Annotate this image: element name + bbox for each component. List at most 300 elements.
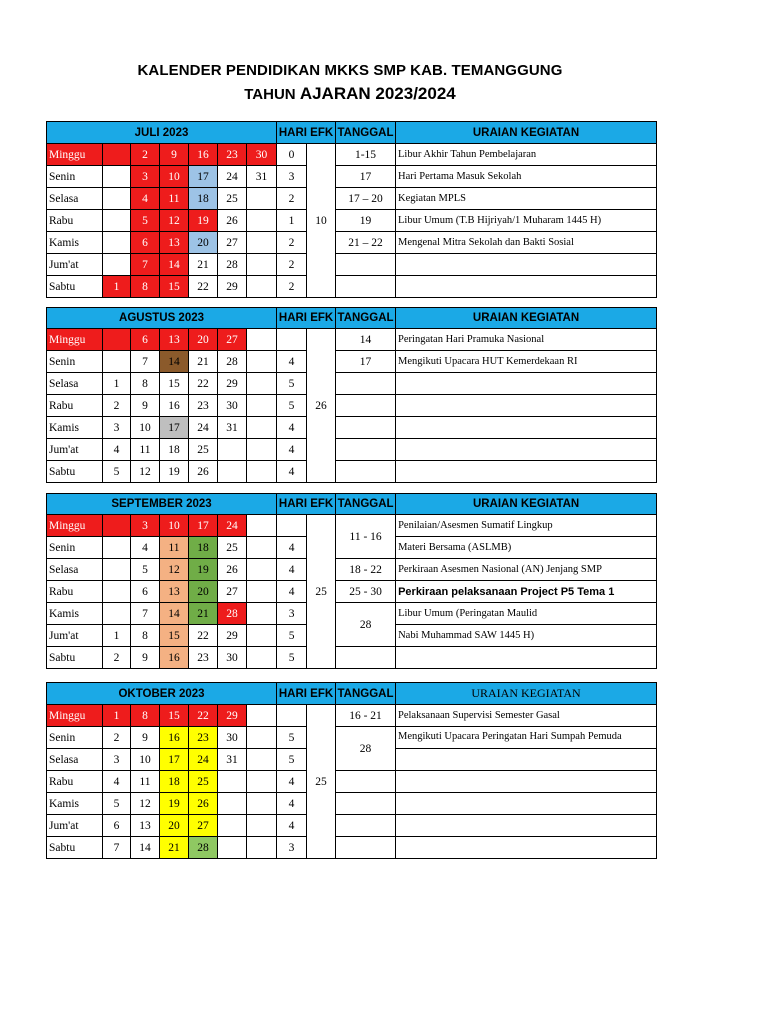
date-cell: 2 [103,647,131,669]
date-cell: 14 [160,603,189,625]
tanggal-cell: 11 - 16 [336,515,396,559]
date-cell: 7 [103,837,131,859]
date-cell: 22 [189,276,218,298]
date-cell: 14 [160,351,189,373]
date-cell: 20 [189,329,218,351]
day-label: Sabtu [47,837,103,859]
date-cell: 21 [189,603,218,625]
uraian-cell: Mengikuti Upacara Peringatan Hari Sumpah Pemuda [396,727,657,749]
day-label: Senin [47,351,103,373]
date-cell [218,793,247,815]
date-cell: 27 [189,815,218,837]
date-cell: 29 [218,276,247,298]
tanggal-cell: 17 [336,351,396,373]
uraian-header: URAIAN KEGIATAN [396,122,657,144]
tanggal-header: TANGGAL [336,683,396,705]
day-label: Kamis [47,603,103,625]
date-cell: 25 [189,439,218,461]
date-cell: 20 [160,815,189,837]
date-cell: 8 [131,276,160,298]
date-cell: 12 [160,559,189,581]
date-cell: 11 [160,188,189,210]
date-cell: 23 [218,144,247,166]
day-label: Senin [47,537,103,559]
date-cell: 20 [189,581,218,603]
date-cell: 10 [160,166,189,188]
uraian-header: URAIAN KEGIATAN [396,494,657,515]
date-cell: 4 [131,537,160,559]
efk-cell: 2 [277,254,307,276]
date-cell [247,581,277,603]
day-label: Rabu [47,581,103,603]
day-label: Minggu [47,515,103,537]
date-cell: 5 [103,461,131,483]
date-cell: 7 [131,254,160,276]
tanggal-cell [336,276,396,298]
date-cell: 21 [189,254,218,276]
date-cell [247,461,277,483]
date-cell: 10 [131,749,160,771]
efk-cell: 4 [277,351,307,373]
date-cell [247,254,277,276]
date-cell: 3 [103,749,131,771]
tanggal-cell [336,373,396,395]
uraian-header: URAIAN KEGIATAN [396,308,657,329]
uraian-cell [396,417,657,439]
date-cell: 4 [103,439,131,461]
date-cell: 6 [131,232,160,254]
date-cell [247,727,277,749]
date-cell: 29 [218,705,247,727]
day-label: Senin [47,166,103,188]
day-label: Jum'at [47,439,103,461]
efk-cell: 4 [277,793,307,815]
date-cell: 11 [160,537,189,559]
calendar-table-juli [46,121,657,298]
document-subtitle [0,84,700,104]
date-cell [247,815,277,837]
date-cell: 7 [131,351,160,373]
date-cell [103,603,131,625]
date-cell: 19 [189,210,218,232]
calendar-table-agustus [46,307,657,483]
date-cell: 31 [218,417,247,439]
tanggal-cell: 18 - 22 [336,559,396,581]
uraian-cell: Libur Akhir Tahun Pembelajaran [396,144,657,166]
date-cell [103,144,131,166]
tanggal-cell: 28 [336,727,396,771]
tanggal-header: TANGGAL [336,122,396,144]
date-cell: 4 [131,188,160,210]
efk-cell: 5 [277,373,307,395]
date-cell [247,210,277,232]
day-label: Senin [47,727,103,749]
day-label: Rabu [47,395,103,417]
efk-cell: 4 [277,559,307,581]
day-label: Minggu [47,705,103,727]
date-cell: 11 [131,771,160,793]
date-cell: 22 [189,373,218,395]
uraian-cell: Nabi Muhammad SAW 1445 H) [396,625,657,647]
date-cell: 30 [247,144,277,166]
date-cell: 31 [247,166,277,188]
uraian-cell: Libur Umum (Peringatan Maulid [396,603,657,625]
tanggal-cell [336,793,396,815]
date-cell: 12 [160,210,189,232]
uraian-cell: Mengikuti Upacara HUT Kemerdekaan RI [396,351,657,373]
date-cell [103,351,131,373]
date-cell: 2 [103,727,131,749]
date-cell: 22 [189,705,218,727]
date-cell: 9 [160,144,189,166]
efk-cell: 3 [277,603,307,625]
date-cell: 5 [103,793,131,815]
day-label: Jum'at [47,625,103,647]
date-cell: 16 [189,144,218,166]
calendar-table-september [46,493,657,669]
date-cell: 1 [103,276,131,298]
date-cell [218,815,247,837]
date-cell: 25 [218,188,247,210]
efk-cell: 2 [277,188,307,210]
date-cell: 12 [131,461,160,483]
day-label: Kamis [47,793,103,815]
month-header: SEPTEMBER 2023 [47,494,277,515]
date-cell: 15 [160,276,189,298]
date-cell [247,625,277,647]
tanggal-cell: 19 [336,210,396,232]
date-cell: 11 [131,439,160,461]
uraian-cell [396,461,657,483]
tanggal-header: TANGGAL [336,494,396,515]
subtitle-prefix: TAHUN [244,86,296,103]
date-cell: 4 [103,771,131,793]
efk-cell: 4 [277,581,307,603]
date-cell: 24 [218,515,247,537]
date-cell [218,837,247,859]
date-cell: 12 [131,793,160,815]
date-cell [247,837,277,859]
efk-cell: 5 [277,647,307,669]
date-cell [247,232,277,254]
date-cell [247,188,277,210]
date-cell: 6 [131,329,160,351]
uraian-cell [396,254,657,276]
date-cell: 13 [160,329,189,351]
date-cell: 29 [218,373,247,395]
date-cell [247,603,277,625]
date-cell: 18 [160,771,189,793]
date-cell: 17 [189,166,218,188]
tanggal-cell [336,417,396,439]
day-label: Selasa [47,749,103,771]
date-cell: 28 [218,351,247,373]
tanggal-cell [336,439,396,461]
tanggal-cell [336,647,396,669]
uraian-cell [396,276,657,298]
day-label: Jum'at [47,815,103,837]
efk-cell [277,515,307,537]
uraian-cell: Peringatan Hari Pramuka Nasional [396,329,657,351]
hari-efk-header: HARI EFK [277,683,336,705]
calendar-table-oktober [46,682,657,859]
tanggal-cell [336,395,396,417]
date-cell [247,749,277,771]
uraian-cell: Perkiraan pelaksanaan Project P5 Tema 1 [396,581,657,603]
date-cell [218,461,247,483]
date-cell: 5 [131,210,160,232]
efk-cell [277,329,307,351]
date-cell: 24 [189,749,218,771]
tanggal-cell: 17 [336,166,396,188]
date-cell [103,166,131,188]
date-cell: 15 [160,625,189,647]
date-cell: 6 [103,815,131,837]
date-cell: 17 [189,515,218,537]
date-cell: 27 [218,329,247,351]
date-cell: 14 [160,254,189,276]
efk-total: 10 [307,144,336,298]
hari-efk-header: HARI EFK [277,494,336,515]
date-cell: 15 [160,373,189,395]
uraian-cell: Hari Pertama Masuk Sekolah [396,166,657,188]
date-cell: 24 [189,417,218,439]
tanggal-header: TANGGAL [336,308,396,329]
tanggal-cell: 17 – 20 [336,188,396,210]
date-cell: 1 [103,625,131,647]
date-cell [247,793,277,815]
efk-cell: 5 [277,395,307,417]
efk-cell: 4 [277,461,307,483]
date-cell [247,439,277,461]
uraian-cell [396,837,657,859]
date-cell [103,188,131,210]
date-cell: 9 [131,395,160,417]
date-cell: 3 [131,515,160,537]
uraian-cell [396,793,657,815]
date-cell: 17 [160,749,189,771]
date-cell [103,581,131,603]
tanggal-cell [336,837,396,859]
date-cell: 7 [131,603,160,625]
date-cell [247,351,277,373]
date-cell [103,559,131,581]
date-cell: 27 [218,232,247,254]
efk-cell: 0 [277,144,307,166]
month-header: JULI 2023 [47,122,277,144]
uraian-cell: Perkiraan Asesmen Nasional (AN) Jenjang SMP [396,559,657,581]
efk-cell: 4 [277,417,307,439]
uraian-cell [396,771,657,793]
day-label: Selasa [47,373,103,395]
date-cell [103,329,131,351]
day-label: Minggu [47,144,103,166]
tanggal-cell: 28 [336,603,396,647]
date-cell: 26 [189,793,218,815]
date-cell [247,705,277,727]
date-cell: 18 [189,537,218,559]
efk-cell: 3 [277,166,307,188]
uraian-cell: Pelaksanaan Supervisi Semester Gasal [396,705,657,727]
date-cell [247,559,277,581]
tanggal-cell [336,254,396,276]
day-label: Jum'at [47,254,103,276]
efk-cell [277,705,307,727]
subtitle-year: AJARAN 2023/2024 [299,84,456,103]
date-cell [247,417,277,439]
day-label: Kamis [47,232,103,254]
uraian-cell [396,395,657,417]
date-cell: 24 [218,166,247,188]
tanggal-cell: 21 – 22 [336,232,396,254]
date-cell: 30 [218,647,247,669]
date-cell: 19 [189,559,218,581]
date-cell: 19 [160,461,189,483]
date-cell: 26 [189,461,218,483]
uraian-cell: Mengenal Mitra Sekolah dan Bakti Sosial [396,232,657,254]
date-cell: 5 [131,559,160,581]
efk-total: 26 [307,329,336,483]
date-cell: 16 [160,647,189,669]
date-cell [103,254,131,276]
day-label: Rabu [47,210,103,232]
date-cell [103,210,131,232]
hari-efk-header: HARI EFK [277,122,336,144]
date-cell: 6 [131,581,160,603]
uraian-cell [396,815,657,837]
date-cell: 16 [160,727,189,749]
uraian-header: URAIAN KEGIATAN [396,683,657,705]
uraian-cell [396,373,657,395]
date-cell: 9 [131,727,160,749]
date-cell [218,771,247,793]
date-cell: 21 [160,837,189,859]
tanggal-cell [336,461,396,483]
document-title: KALENDER PENDIDIKAN MKKS SMP KAB. TEMANGGUNG [137,62,563,79]
hari-efk-header: HARI EFK [277,308,336,329]
date-cell: 3 [131,166,160,188]
efk-cell: 4 [277,771,307,793]
date-cell: 18 [189,188,218,210]
date-cell: 19 [160,793,189,815]
date-cell: 2 [103,395,131,417]
date-cell: 22 [189,625,218,647]
date-cell: 31 [218,749,247,771]
date-cell: 25 [218,537,247,559]
uraian-cell: Materi Bersama (ASLMB) [396,537,657,559]
tanggal-cell [336,815,396,837]
date-cell [247,276,277,298]
date-cell: 28 [189,837,218,859]
date-cell [103,232,131,254]
day-label: Kamis [47,417,103,439]
date-cell: 26 [218,559,247,581]
date-cell: 18 [160,439,189,461]
efk-total: 25 [307,515,336,669]
day-label: Minggu [47,329,103,351]
date-cell [247,329,277,351]
tanggal-cell [336,771,396,793]
tanggal-cell: 1-15 [336,144,396,166]
tanggal-cell: 14 [336,329,396,351]
efk-cell: 3 [277,837,307,859]
date-cell [247,647,277,669]
uraian-cell [396,439,657,461]
uraian-cell [396,749,657,771]
date-cell: 1 [103,705,131,727]
efk-cell: 1 [277,210,307,232]
date-cell: 27 [218,581,247,603]
date-cell: 13 [131,815,160,837]
date-cell: 10 [131,417,160,439]
date-cell [103,515,131,537]
date-cell [218,439,247,461]
date-cell: 8 [131,705,160,727]
date-cell [247,373,277,395]
date-cell: 13 [160,581,189,603]
tanggal-cell: 25 - 30 [336,581,396,603]
efk-cell: 2 [277,232,307,254]
date-cell: 30 [218,395,247,417]
date-cell: 8 [131,373,160,395]
day-label: Sabtu [47,276,103,298]
date-cell: 16 [160,395,189,417]
date-cell: 20 [189,232,218,254]
date-cell: 25 [189,771,218,793]
date-cell: 28 [218,603,247,625]
efk-cell: 5 [277,749,307,771]
date-cell: 9 [131,647,160,669]
date-cell: 8 [131,625,160,647]
efk-cell: 5 [277,625,307,647]
month-header: OKTOBER 2023 [47,683,277,705]
day-label: Sabtu [47,461,103,483]
uraian-cell: Libur Umum (T.B Hijriyah/1 Muharam 1445 H) [396,210,657,232]
date-cell: 29 [218,625,247,647]
date-cell: 10 [160,515,189,537]
date-cell: 30 [218,727,247,749]
date-cell: 14 [131,837,160,859]
date-cell: 15 [160,705,189,727]
efk-total: 25 [307,705,336,859]
date-cell: 21 [189,351,218,373]
day-label: Selasa [47,559,103,581]
date-cell: 13 [160,232,189,254]
date-cell [247,537,277,559]
efk-cell: 2 [277,276,307,298]
date-cell [247,515,277,537]
date-cell: 23 [189,395,218,417]
uraian-cell: Penilaian/Asesmen Sumatif Lingkup [396,515,657,537]
efk-cell: 4 [277,537,307,559]
date-cell: 2 [131,144,160,166]
date-cell [247,771,277,793]
day-label: Rabu [47,771,103,793]
date-cell: 23 [189,727,218,749]
day-label: Sabtu [47,647,103,669]
uraian-cell: Kegiatan MPLS [396,188,657,210]
date-cell [247,395,277,417]
date-cell: 17 [160,417,189,439]
date-cell [103,537,131,559]
date-cell: 3 [103,417,131,439]
date-cell: 1 [103,373,131,395]
uraian-cell [396,647,657,669]
month-header: AGUSTUS 2023 [47,308,277,329]
efk-cell: 5 [277,727,307,749]
tanggal-cell: 16 - 21 [336,705,396,727]
date-cell: 26 [218,210,247,232]
